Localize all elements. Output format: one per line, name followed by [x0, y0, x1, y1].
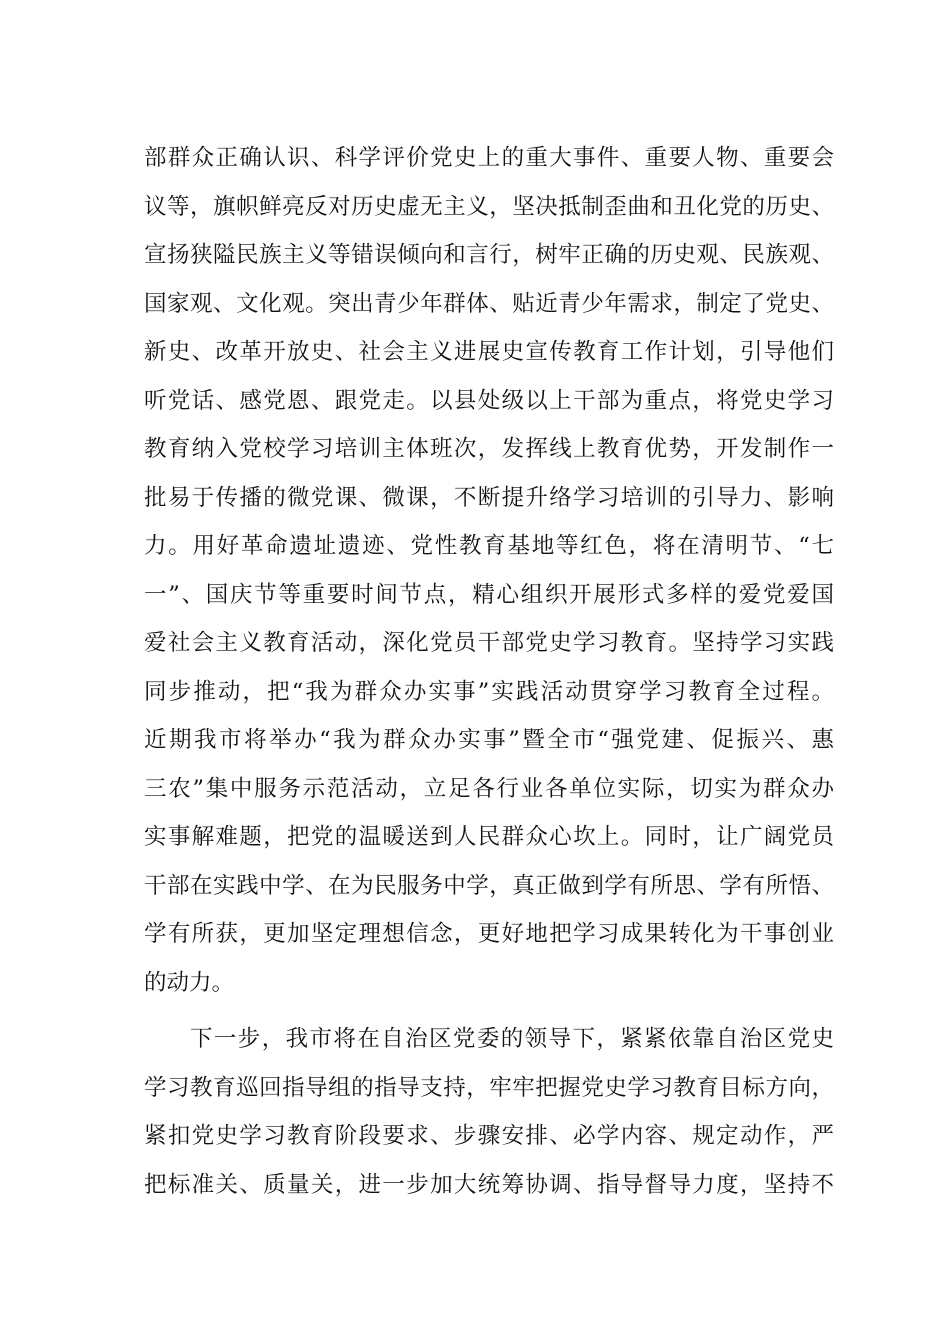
- document-body: [144, 134, 834, 1209]
- text-line: 近期我市将举办“我为群众办实事”暨全市“强党建、促振兴、惠: [144, 727, 834, 753]
- text-line: 爱社会主义教育活动，深化党员干部党史学习教育。坚持学习实践: [144, 630, 834, 656]
- text-line: 批易于传播的微党课、微课，不断提升络学习培训的引导力、影响: [144, 484, 834, 511]
- paragraph: [144, 134, 834, 1007]
- text-line: 实事解难题，把党的温暖送到人民群众心坎上。同时，让广阔党员: [144, 824, 834, 850]
- text-line: 把标准关、质量关，进一步加大统筹协调、指导督导力度，坚持不: [144, 1171, 834, 1198]
- paragraph: [144, 1015, 834, 1209]
- text-line: 一”、国庆节等重要时间节点，精心组织开展形式多样的爱党爱国: [144, 581, 834, 608]
- text-line: 国家观、文化观。突出青少年群体、贴近青少年需求，制定了党史、: [144, 290, 834, 317]
- text-line: 部群众正确认识、科学评价党史上的重大事件、重要人物、重要会: [144, 145, 834, 171]
- paragraph-gap: [144, 1007, 834, 1015]
- text-line: 三农”集中服务示范活动，立足各行业各单位实际，切实为群众办: [144, 775, 834, 802]
- text-line: 下一步，我市将在自治区党委的领导下，紧紧依靠自治区党史: [190, 1026, 834, 1052]
- text-line: 干部在实践中学、在为民服务中学，真正做到学有所思、学有所悟、: [144, 872, 834, 899]
- text-line: 同步推动，把“我为群众办实事”实践活动贯穿学习教育全过程。: [144, 678, 834, 705]
- text-line: 宣扬狭隘民族主义等错误倾向和言行，树牢正确的历史观、民族观、: [144, 242, 834, 268]
- text-line: 听党话、感党恩、跟党走。以县处级以上干部为重点，将党史学习: [144, 387, 834, 414]
- text-line: 的动力。: [144, 969, 235, 996]
- text-line: 新史、改革开放史、社会主义进展史宣传教育工作计划，引导他们: [144, 339, 834, 365]
- text-line: 教育纳入党校学习培训主体班次，发挥线上教育优势，开发制作一: [144, 436, 834, 462]
- text-line: 学习教育巡回指导组的指导支持，牢牢把握党史学习教育目标方向，: [144, 1074, 834, 1101]
- text-line: 议等，旗帜鲜亮反对历史虚无主义，坚决抵制歪曲和丑化党的历史、: [144, 193, 834, 220]
- text-line: 学有所获，更加坚定理想信念，更好地把学习成果转化为干事创业: [144, 921, 834, 947]
- text-line: 紧扣党史学习教育阶段要求、步骤安排、必学内容、规定动作，严: [144, 1123, 834, 1149]
- text-line: 力。用好革命遗址遗迹、党性教育基地等红色，将在清明节、“七: [144, 533, 834, 559]
